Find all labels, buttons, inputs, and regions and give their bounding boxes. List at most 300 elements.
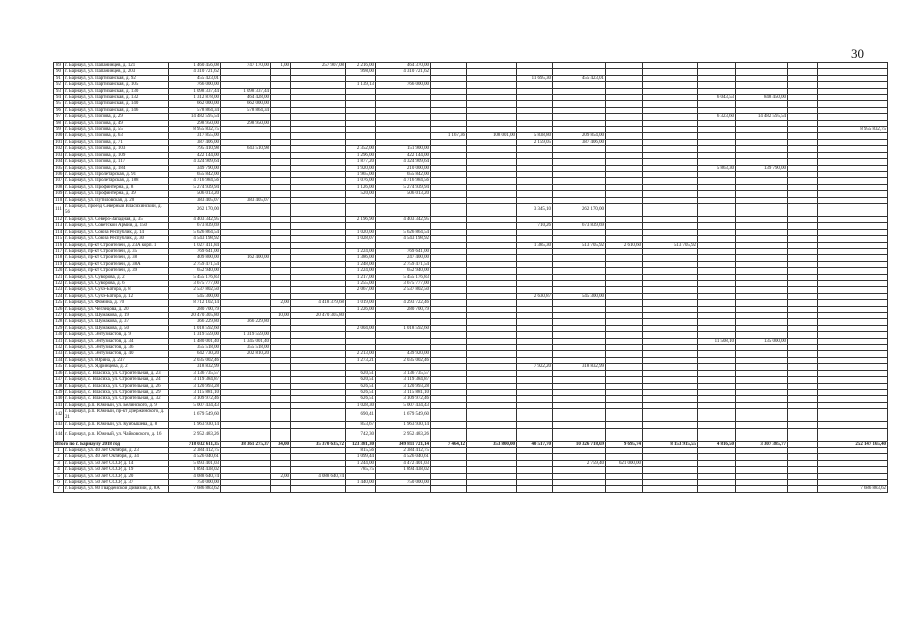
address-cell: г. Барнаул, ул. Партизанская, д. 132 — [64, 95, 169, 101]
row-number: 134 — [55, 357, 63, 363]
row-number: 111 — [54, 203, 64, 216]
address-cell: г. Барнаул, ул. Энтузиастов, д. 40 — [64, 351, 169, 357]
address-cell: г. Барнаул, ул. Партизанская, д. 146 — [64, 107, 169, 113]
value-cell: 626,51 — [346, 389, 376, 395]
address-cell: г. Барнаул, ул. Суворова, д. 6 — [64, 281, 169, 287]
value-cell: 1 386,00 — [346, 255, 376, 261]
address-cell: г. Барнаул, с. Власиха, ул. Строительная, д. 24 — [64, 377, 169, 383]
value-cell: 422 144,00 — [169, 152, 221, 158]
value-cell: 621 000,00 — [606, 460, 643, 466]
row-number: 139 — [55, 389, 63, 395]
value-cell: 2 159,05 — [517, 139, 553, 145]
address-cell: г. Барнаул, ул. Партизанская, д. 130 — [64, 88, 169, 94]
row-number: 120 — [55, 268, 63, 274]
address-cell: г. Барнаул, пр-кт Строителей, д. 35 — [64, 248, 169, 254]
value-cell: 795 410,98 — [169, 146, 221, 152]
value-cell: 8 955 832,75 — [169, 127, 221, 133]
row-number: 128 — [55, 319, 63, 325]
value-cell: 455 423,01 — [553, 75, 606, 81]
value-cell: 387 406,00 — [553, 139, 606, 145]
row-number: 94 — [54, 95, 64, 101]
address-cell: г. Барнаул, ул. Партизанская, д. 140 — [64, 101, 169, 107]
address-cell: г. Барнаул, ул. Папанинцев, д. 203 — [64, 69, 169, 75]
address-cell: г. Барнаул, ул. Шумакова, д. 19 — [64, 313, 169, 319]
value-cell: 7 686 883,62 — [169, 486, 221, 492]
value-cell: 718 032 611,35 — [169, 441, 221, 447]
address-cell: г. Барнаул, ул. Шумакова, д. 37 — [64, 319, 169, 325]
value-cell — [291, 409, 346, 422]
value-cell: 742,30 — [346, 428, 376, 441]
value-cell: 209 854,00 — [553, 133, 606, 139]
value-cell: 2 952 483,26 — [376, 428, 431, 441]
value-cell: 1 255,00 — [346, 281, 376, 287]
value-cell: 3 345,10 — [517, 203, 553, 216]
value-cell: 123 381,30 — [346, 441, 376, 447]
value-cell: 10 326 718,69 — [553, 441, 606, 447]
address-cell: г. Барнаул, ул. Попова, д. 63 — [64, 133, 169, 139]
value-cell — [643, 203, 698, 216]
row-number: 122 — [55, 281, 63, 286]
value-cell: 2 213,00 — [346, 351, 376, 357]
value-cell: 1 894 438,02 — [376, 467, 431, 473]
row-number: 121 — [55, 274, 63, 280]
value-cell: 626,51 — [346, 396, 376, 402]
row-number: 129 — [55, 325, 63, 331]
address-cell: г. Барнаул, пр-кт Строителей, д. 38 — [64, 255, 169, 261]
row-number: 108 — [55, 184, 63, 190]
value-cell: 108 001,00 — [467, 133, 517, 139]
value-cell: 2,00 — [271, 300, 291, 306]
value-cell: 1 965,00 — [346, 171, 376, 177]
value-cell: 366 229,80 — [221, 319, 271, 325]
row-number: 103 — [55, 152, 63, 158]
value-cell — [517, 428, 553, 441]
page-number: 30 — [851, 46, 864, 61]
value-cell: 1 385,30 — [517, 242, 553, 248]
row-number: 112 — [55, 216, 63, 222]
value-cell: 4 324 909,64 — [376, 159, 431, 165]
value-cell — [606, 428, 643, 441]
value-cell: 40 517,70 — [517, 441, 553, 447]
row-number: 100 — [55, 133, 63, 139]
value-cell: 383 405,07 — [169, 197, 221, 203]
value-cell: 464 428,00 — [221, 95, 271, 101]
value-cell: 355 518,00 — [169, 345, 221, 351]
value-cell: 578 864,34 — [221, 107, 271, 113]
address-cell: г. Барнаул, ул. Партизанская, д. 105 — [64, 82, 169, 88]
value-cell — [698, 486, 736, 492]
value-cell: 5 838,80 — [517, 133, 553, 139]
address-cell: г. Барнаул, ул. Сухэ-Батора, д. 8 — [64, 287, 169, 293]
address-cell: г. Барнаул, ул. Попова, д. 117 — [64, 159, 169, 165]
value-cell — [221, 203, 271, 216]
value-cell — [431, 428, 467, 441]
value-cell: 652 940,00 — [169, 268, 221, 274]
value-cell: 1 018 592,60 — [376, 325, 431, 331]
row-number: 95 — [54, 101, 64, 107]
value-cell: 1 440,00 — [346, 479, 376, 485]
value-cell: 8 153 915,55 — [643, 441, 698, 447]
row-number: 110 — [55, 197, 63, 203]
value-cell: 2 352,00 — [346, 146, 376, 152]
value-cell: 750 000,00 — [169, 479, 221, 485]
value-cell: 848 450,00 — [736, 95, 788, 101]
value-cell — [291, 428, 346, 441]
value-cell: 4 716 984,56 — [376, 178, 431, 184]
row-number: 99 — [54, 127, 64, 133]
value-cell: 1 679 549,60 — [376, 409, 431, 422]
row-number: 3 — [54, 460, 64, 466]
value-cell: 318 832,99 — [169, 364, 221, 370]
value-cell: 642 730,20 — [169, 351, 221, 357]
value-cell — [788, 203, 818, 216]
value-cell: 1 226,00 — [346, 306, 376, 312]
value-cell: 210 000,00 — [376, 165, 431, 171]
value-cell: 673 839,69 — [169, 223, 221, 229]
row-number: 140 — [55, 396, 63, 402]
value-cell — [221, 486, 271, 492]
value-cell: 1 167,36 — [431, 133, 467, 139]
address-cell: г. Барнаул, с. Власиха, ул. Строительная, д. 32 — [64, 396, 169, 402]
value-cell: 769 641,00 — [169, 248, 221, 254]
value-cell: 513 705,92 — [553, 242, 606, 248]
value-cell: 5 455 176,83 — [376, 274, 431, 280]
value-cell: 20 470 305,80 — [169, 313, 221, 319]
row-number: 141 — [55, 402, 63, 408]
value-cell: 247 400,00 — [376, 255, 431, 261]
value-cell — [736, 203, 788, 216]
value-cell: 1 126,00 — [346, 184, 376, 190]
row-number: 133 — [55, 351, 63, 357]
value-cell: 662 000,00 — [221, 101, 271, 107]
value-cell — [346, 203, 376, 216]
row-number: 91 — [54, 75, 64, 81]
value-cell — [346, 486, 376, 492]
address-cell: г. Барнаул, ул. Попова, д. 103 — [64, 146, 169, 152]
row-number: 119 — [55, 261, 63, 267]
value-cell — [788, 486, 818, 492]
value-cell: 3 136 735,57 — [376, 370, 431, 376]
value-cell: 353 800,00 — [467, 441, 517, 447]
value-cell — [736, 409, 788, 422]
value-cell — [467, 486, 517, 492]
address-cell: г. Барнаул, ул. Шумакова, д. 50 — [64, 325, 169, 331]
value-cell — [467, 203, 517, 216]
value-cell: 620,51 — [346, 377, 376, 383]
value-cell: 262 170,00 — [553, 203, 606, 216]
value-cell — [818, 409, 888, 422]
value-cell — [553, 486, 606, 492]
value-cell: 2 537 802,50 — [376, 287, 431, 293]
row-number: 137 — [55, 377, 63, 383]
value-cell: 349 811 721,14 — [376, 441, 431, 447]
value-cell — [431, 203, 467, 216]
value-cell: 14 482 595,54 — [736, 114, 788, 120]
value-cell: 2 035 002,46 — [169, 357, 221, 363]
value-cell: 520,00 — [346, 191, 376, 197]
value-cell: 1 319 559,00 — [221, 332, 271, 338]
value-cell: 690,41 — [346, 409, 376, 422]
value-cell: 2 035 002,46 — [376, 357, 431, 363]
value-cell: 262 170,00 — [169, 203, 221, 216]
value-cell: 4 472 401,03 — [376, 460, 431, 466]
value-cell: 4 088 640,74 — [291, 473, 346, 479]
repair-register-table — [53, 62, 888, 493]
value-cell: 769 641,00 — [376, 248, 431, 254]
value-cell: 620,51 — [346, 370, 376, 376]
value-cell: 1 480 001,40 — [169, 338, 221, 344]
value-cell: 11 508,10 — [698, 338, 736, 344]
value-cell: 4 526 040,61 — [376, 454, 431, 460]
value-cell: 545 300,00 — [553, 293, 606, 299]
row-number: 106 — [55, 171, 63, 177]
value-cell: 766 000,00 — [376, 82, 431, 88]
value-cell: 4 403 342,95 — [376, 216, 431, 222]
value-cell: 5 093 401,03 — [169, 460, 221, 466]
value-cell: 1 076,00 — [346, 178, 376, 184]
value-cell: 318 832,99 — [553, 364, 606, 370]
value-cell: 998,00 — [346, 69, 376, 75]
value-cell: 545 300,00 — [169, 293, 221, 299]
value-cell: 4 526 040,61 — [169, 454, 221, 460]
row-number: 126 — [55, 306, 63, 312]
row-number: 96 — [54, 107, 64, 113]
value-cell: 2 384 412,75 — [169, 447, 221, 453]
value-cell: 1 217,00 — [346, 274, 376, 280]
address-cell: г. Барнаул, с. Власиха, ул. Строительная, д. 26 — [64, 383, 169, 389]
value-cell: 298 950,00 — [169, 120, 221, 126]
value-cell: 4 310 721,62 — [376, 69, 431, 75]
value-cell: 652 940,00 — [376, 268, 431, 274]
value-cell: 4 088 640,74 — [169, 473, 221, 479]
value-cell: 2 759,40 — [553, 460, 606, 466]
value-cell — [431, 486, 467, 492]
row-number: 2 — [54, 454, 64, 460]
address-cell: г. Барнаул, ул. Попова, д. 55 — [64, 127, 169, 133]
row-number: 113 — [55, 223, 63, 229]
value-cell: 1 460 456,08 — [169, 63, 221, 69]
value-cell: 3 307 385,77 — [736, 441, 788, 447]
address-cell: г. Барнаул, ул. Попова, д. 49 — [64, 120, 169, 126]
address-cell: г. Барнаул, пр-кт Строителей, д. 39 — [64, 268, 169, 274]
value-cell: 1 028,07 — [346, 236, 376, 242]
value-cell: 506 013,20 — [169, 191, 221, 197]
table-row — [54, 428, 888, 441]
value-cell: 5 274 939,94 — [376, 184, 431, 190]
address-cell: г. Барнаул, р.п. Южный, ул. Куйбышева, д. 8 — [64, 422, 169, 428]
table-row — [54, 409, 888, 422]
value-cell — [271, 486, 291, 492]
value-cell: 1 099,44 — [346, 454, 376, 460]
value-cell: 14 482 595,54 — [169, 114, 221, 120]
address-cell: г. Барнаул, ул. Попова, д. 29 — [64, 114, 169, 120]
value-cell: 4 816,50 — [698, 441, 736, 447]
value-cell: 4 543 198,92 — [169, 236, 221, 242]
value-cell: 162 400,00 — [221, 255, 271, 261]
value-cell — [553, 409, 606, 422]
value-cell: 1 020,00 — [346, 229, 376, 235]
value-cell: 578 864,34 — [169, 107, 221, 113]
row-number: 5 — [54, 473, 64, 479]
value-cell — [291, 203, 346, 216]
value-cell: 3 675 777,00 — [376, 281, 431, 287]
value-cell: 513 705,92 — [643, 242, 698, 248]
address-cell: г. Барнаул, ул. 50 лет СССР, д. 19 — [64, 467, 169, 473]
value-cell: 5 455 176,83 — [169, 274, 221, 280]
value-cell: 5 274 939,94 — [169, 184, 221, 190]
value-cell: 439 920,00 — [376, 351, 431, 357]
row-number: 90 — [54, 69, 64, 75]
value-cell: 455 423,01 — [169, 75, 221, 81]
value-cell — [698, 409, 736, 422]
row-number: 98 — [54, 120, 64, 126]
row-number: 135 — [55, 364, 63, 370]
value-cell: 6 323,60 — [698, 114, 736, 120]
value-cell: 3 119 384,87 — [376, 377, 431, 383]
value-cell — [698, 203, 736, 216]
value-cell — [606, 203, 643, 216]
value-cell: 1 963 930,14 — [169, 422, 221, 428]
value-cell: 750 000,00 — [376, 479, 431, 485]
value-cell — [736, 428, 788, 441]
address-cell: Итого по г. Барнаулу 2018 год — [54, 441, 169, 447]
value-cell: 355 518,00 — [221, 345, 271, 351]
value-cell: 257 907,08 — [291, 63, 346, 69]
value-cell: 1 679 549,60 — [169, 409, 221, 422]
value-cell: 280 700,79 — [376, 306, 431, 312]
value-cell: 8 955 832,75 — [818, 127, 888, 133]
row-number: 4 — [54, 467, 64, 473]
address-cell: г. Барнаул, ул. Путиловская, д. 20 — [64, 197, 169, 203]
row-number: 127 — [55, 313, 63, 319]
row-number: 142 — [54, 409, 64, 422]
value-cell: 1 345 001,40 — [221, 338, 271, 344]
row-number: 101 — [55, 139, 63, 145]
value-cell: 655 842,00 — [376, 171, 431, 177]
row-number: 132 — [55, 345, 63, 351]
value-cell — [698, 428, 736, 441]
value-cell: 298 950,00 — [221, 120, 271, 126]
address-cell: г. Барнаул, ул. Папанинцев, д. 121 — [64, 63, 169, 69]
value-cell — [467, 428, 517, 441]
address-cell: г. Барнаул, ул. Профинтерна, д. 39 — [64, 191, 169, 197]
register-rows — [54, 63, 888, 493]
address-cell: г. Барнаул, ул. 80 Гвардейской Дивизии, д. 8А — [64, 486, 169, 492]
value-cell: 1 244,00 — [346, 460, 376, 466]
value-cell: 1 963 930,14 — [376, 422, 431, 428]
value-cell: 4 418 379,68 — [291, 300, 346, 306]
value-cell: 785,75 — [346, 467, 376, 473]
value-cell — [517, 409, 553, 422]
value-cell: 409 800,00 — [169, 255, 221, 261]
row-number: 107 — [55, 178, 63, 184]
value-cell — [271, 428, 291, 441]
row-number: 104 — [55, 159, 63, 165]
value-cell: 2 537 802,50 — [169, 287, 221, 293]
value-cell: 3 109 972,46 — [169, 396, 221, 402]
value-cell — [606, 486, 643, 492]
address-cell: г. Барнаул, ул. 50 лет СССР, д. 37 — [64, 479, 169, 485]
value-cell: 853,67 — [346, 422, 376, 428]
address-cell: г. Барнаул, ул. Профинтерна, д. 8 — [64, 184, 169, 190]
value-cell: 1 877,20 — [346, 159, 376, 165]
row-number: 92 — [54, 82, 64, 88]
value-cell: 7 464,12 — [431, 441, 467, 447]
value-cell — [818, 428, 888, 441]
value-cell: 1 224,00 — [346, 268, 376, 274]
address-cell: г. Барнаул, ул. Северо-Западная, д. 35 — [64, 216, 169, 222]
value-cell: 3 120 993,28 — [376, 383, 431, 389]
value-cell: 317 855,00 — [169, 133, 221, 139]
value-cell: 1 028,30 — [346, 402, 376, 408]
value-cell: 1 224,00 — [346, 248, 376, 254]
address-cell: г. Барнаул, р.п. Южный, ул. Чайковского, д. 16 — [64, 428, 169, 441]
address-cell: г. Барнаул, ул. Энтузиастов, д. 34 — [64, 338, 169, 344]
value-cell: 151 900,00 — [376, 146, 431, 152]
row-number: 1 — [54, 447, 64, 453]
value-cell: 815,56 — [346, 447, 376, 453]
value-cell: 2 759 471,54 — [376, 261, 431, 267]
value-cell: 710,26 — [517, 223, 553, 229]
value-cell: 2 384 412,75 — [376, 447, 431, 453]
address-cell: г. Барнаул, ул. Фомина, д. 70 — [64, 300, 169, 306]
value-cell: 349 790,00 — [169, 165, 221, 171]
value-cell: 747 170,00 — [221, 63, 271, 69]
row-number: 93 — [54, 88, 64, 94]
value-cell: 662 000,00 — [169, 101, 221, 107]
address-cell: г. Барнаул, ул. 50 лет СССР, д. 14 — [64, 460, 169, 466]
value-cell: 387 406,00 — [169, 139, 221, 145]
value-cell: 2 196,90 — [346, 216, 376, 222]
row-number: 97 — [54, 114, 64, 120]
value-cell — [271, 203, 291, 216]
row-number: 131 — [55, 338, 63, 344]
address-cell: г. Барнаул, с. Власиха, ул. Строительная, д. 29 — [64, 389, 169, 395]
value-cell: 11 695,30 — [517, 75, 553, 81]
value-cell: 1 894 438,02 — [169, 467, 221, 473]
value-cell: 464 370,00 — [376, 63, 431, 69]
value-cell: 4 716 984,56 — [169, 178, 221, 184]
register-sheet — [53, 62, 886, 493]
row-number: 123 — [55, 287, 63, 293]
value-cell: 252 147 165,40 — [818, 441, 888, 447]
value-cell: 4 324 909,64 — [169, 159, 221, 165]
value-cell — [553, 428, 606, 441]
value-cell — [818, 203, 888, 216]
row-number: 143 — [55, 422, 63, 428]
value-cell: 9 695,74 — [606, 441, 643, 447]
value-cell: 3 119 384,87 — [169, 377, 221, 383]
address-cell: г. Барнаул, ул. Энтузиастов, д. 36 — [64, 345, 169, 351]
value-cell — [606, 409, 643, 422]
value-cell: 38 361 275,37 — [221, 441, 271, 447]
value-cell: 383 405,07 — [221, 197, 271, 203]
value-cell: 2 759 471,54 — [169, 261, 221, 267]
row-number: 6 — [54, 479, 64, 485]
value-cell — [291, 486, 346, 492]
table-row — [54, 486, 888, 492]
value-cell — [376, 486, 431, 492]
value-cell: 3 120 993,28 — [169, 383, 221, 389]
value-cell: 2 004,00 — [346, 325, 376, 331]
value-cell: 8 712 102,14 — [169, 300, 221, 306]
value-cell — [467, 409, 517, 422]
value-cell: 3 109 972,46 — [376, 396, 431, 402]
value-cell: 3 675 777,00 — [169, 281, 221, 287]
value-cell: 1 248,00 — [346, 261, 376, 267]
value-cell: 626,51 — [346, 383, 376, 389]
value-cell: 7 686 883,62 — [818, 486, 888, 492]
